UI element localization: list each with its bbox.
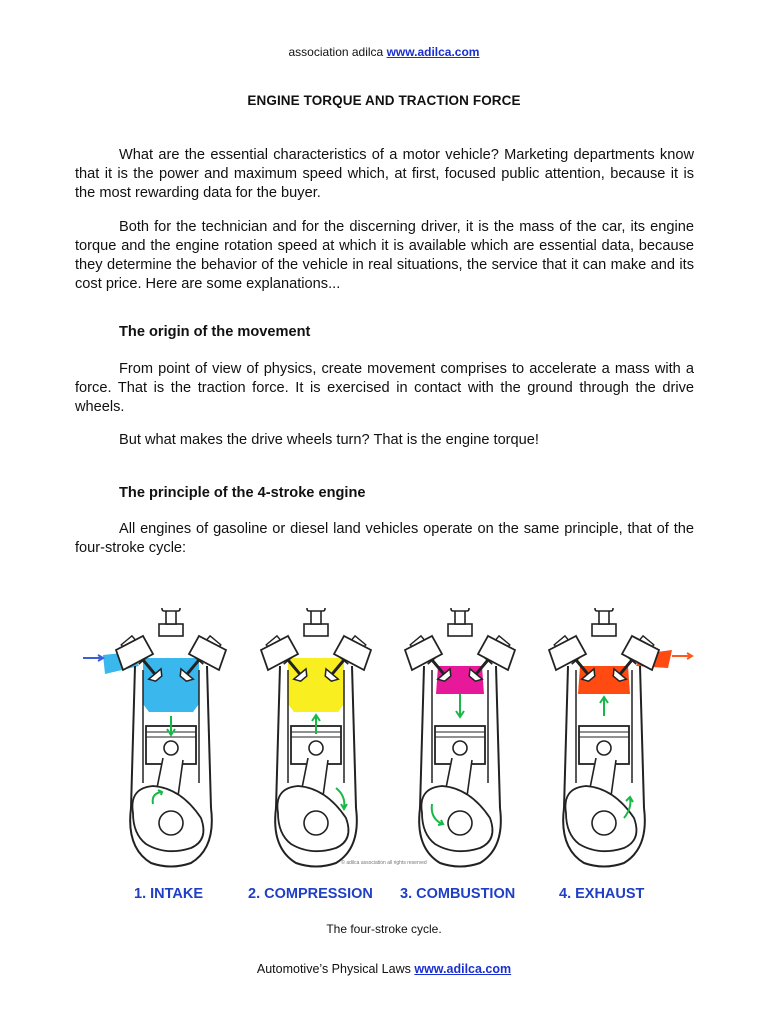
label-exhaust: 4. EXHAUST: [559, 886, 645, 902]
four-stroke-figure: [80, 608, 700, 873]
label-compression: 2. COMPRESSION: [248, 886, 373, 902]
label-combustion: 3. COMBUSTION: [400, 886, 516, 902]
header-text: association adilca: [288, 45, 387, 59]
section-heading-principle: The principle of the 4-stroke engine: [119, 485, 366, 501]
engine-exhaust: [549, 608, 692, 867]
footer-link[interactable]: www.adilca.com: [414, 962, 512, 976]
footer-text: Automotive’s Physical Laws: [256, 962, 415, 976]
intro-paragraph-2: Both for the technician and for the discerning driver, it is the mass of the car, its engine torque and the engine rotation speed at which it is available which are essential data, because they determine the behavior of the vehicle in real situations, the service that it can make and its cost price. Here are some explanations...: [75, 219, 694, 292]
header-link[interactable]: www.adilca.com: [386, 45, 480, 59]
origin-paragraph-1: From point of view of physics, create movement comprises to accelerate a mass with a force. That is the traction force. It is exercised in contact with the ground through the drive wheels.: [75, 361, 694, 415]
figure-caption: The four-stroke cycle.: [326, 922, 442, 936]
engine-intake: [83, 608, 226, 867]
compression-charge: [288, 658, 344, 712]
page-header: [0, 45, 768, 59]
label-intake: 1. INTAKE: [134, 886, 204, 902]
stroke-labels: [0, 886, 768, 906]
figure-credit: © adilca association all rights reserved: [341, 860, 427, 866]
principle-paragraph-1: All engines of gasoline or diesel land vehicles operate on the same principle, that of the four-stroke cycle:: [75, 521, 694, 556]
page-footer: [0, 962, 768, 976]
intro-paragraph-1: What are the essential characteristics of a motor vehicle? Marketing departments know that it is the power and maximum speed which, at first, focused public attention, because it is the most rewarding data for the buyer.: [75, 147, 694, 201]
section-heading-origin: The origin of the movement: [119, 324, 311, 340]
origin-paragraph-2: But what makes the drive wheels turn? That is the engine torque!: [119, 432, 539, 448]
intake-charge: [143, 658, 199, 712]
page-title: ENGINE TORQUE AND TRACTION FORCE: [247, 93, 521, 108]
engine-combustion: [405, 608, 515, 867]
engine-compression: [261, 608, 371, 867]
